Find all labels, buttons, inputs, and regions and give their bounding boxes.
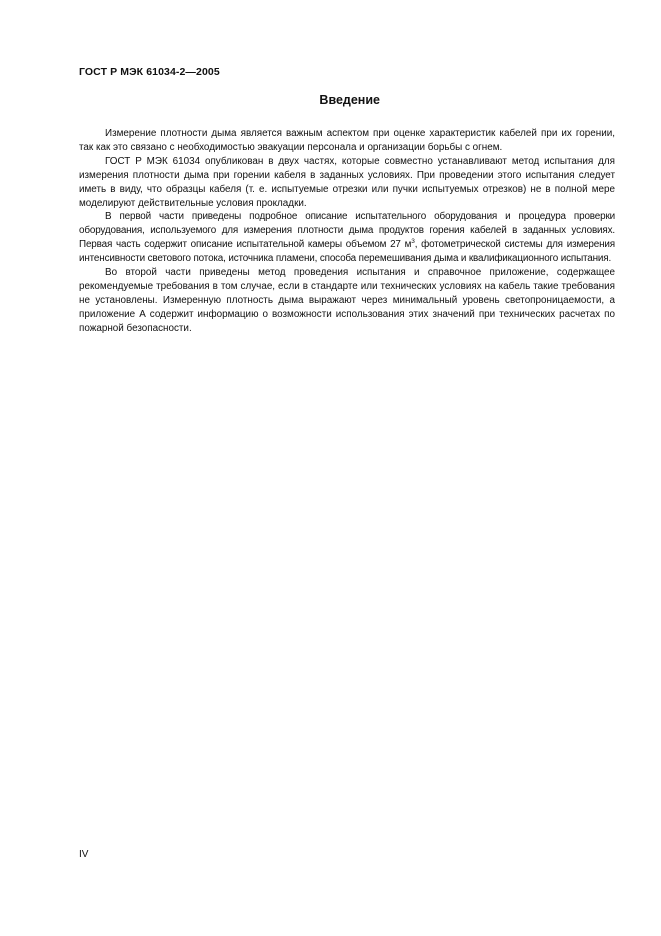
paragraph: ГОСТ Р МЭК 61034 опубликован в двух частях, которые совместно устанавливают метод испытания для измерения плотности дыма при горении кабеля в заданных условиях. При проведении этого испытания следует иметь в виду, что образцы кабеля (т. е. испытуемые отрезки или пучки испытуемых отрезков) не в полной мере моделируют действительные условия прокладки. (79, 155, 615, 209)
paragraph-text: В первой части приведены подробное описание испытательного оборудования и процедура проверки оборудования, используемого для измерения плотности дыма продуктов горения кабелей в заданных условиях. Первая часть содержит описание испытательной камеры объемом 27 м (79, 211, 615, 251)
paragraph-text: , фотометрической системы для измерения интенсивности светового потока, источника пламени, способа перемешивания дыма и квалификационного испытания. (79, 239, 615, 265)
page-number: IV (79, 849, 89, 860)
document-header: ГОСТ Р МЭК 61034-2—2005 (79, 66, 220, 78)
superscript: 3 (411, 238, 415, 246)
paragraph: Во второй части приведены метод проведения испытания и справочное приложение, содержащее рекомендуемые требования в том случае, если в стандарте или технических условиях на кабель такие требования не установлены. Измеренную плотность дыма выражают через минимальный уровень светопроницаемости, а приложение А содержит информацию о возможности использования этих значений при технических расчетах по пожарной безопасности. (79, 267, 615, 334)
paragraph: Измерение плотности дыма является важным аспектом при оценке характеристик кабелей при их горении, так как это связано с необходимостью эвакуации персонала и организации борьбы с огнем. (79, 128, 615, 153)
paragraph (79, 210, 615, 266)
body-text (79, 127, 615, 336)
section-title: Введение (319, 93, 380, 107)
